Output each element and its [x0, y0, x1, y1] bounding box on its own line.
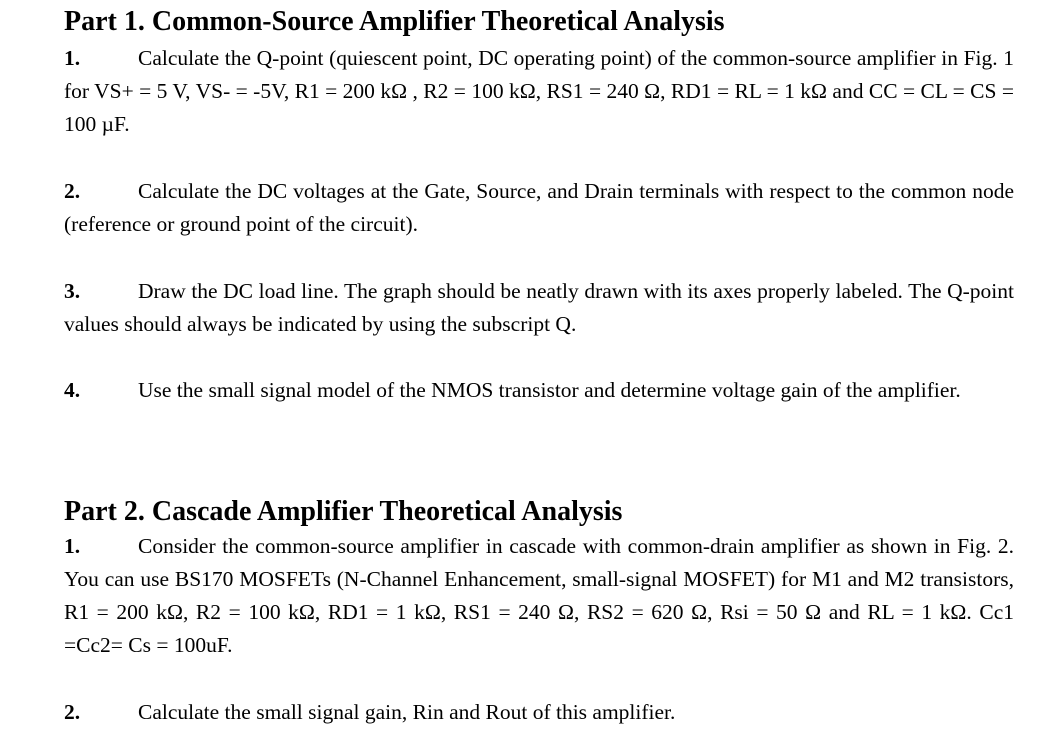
item-number: 2.: [64, 700, 81, 724]
part2-item-1: [64, 530, 1014, 662]
part1-item-2: [64, 175, 1014, 241]
item-number: 4.: [64, 378, 81, 402]
part1-item-1: [64, 42, 1014, 141]
item-number: 3.: [64, 279, 81, 303]
part1-item-4: [64, 374, 1014, 407]
part1-item-3: [64, 275, 1014, 341]
item-number: 1.: [64, 534, 81, 558]
item-text: Use the small signal model of the NMOS transistor and determine voltage gain of the amplifier.: [138, 378, 961, 402]
item-text: Calculate the small signal gain, Rin and Rout of this amplifier.: [138, 700, 676, 724]
item-number: 1.: [64, 46, 81, 70]
part2-heading: Part 2. Cascade Amplifier Theoretical Analysis: [64, 496, 623, 527]
item-text: Draw the DC load line. The graph should be neatly drawn with its axes properly labeled. The Q-point values should always be indicated by using the subscript Q.: [64, 279, 1014, 336]
item-text: Calculate the DC voltages at the Gate, Source, and Drain terminals with respect to the common node (reference or ground point of the circuit).: [64, 179, 1014, 236]
part1-heading: Part 1. Common-Source Amplifier Theoretical Analysis: [64, 6, 725, 37]
item-text: Calculate the Q-point (quiescent point, DC operating point) of the common-source amplifier in Fig. 1 for VS+ = 5 V, VS- = -5V, R1 = 200 kΩ , R2 = 100 kΩ, RS1 = 240 Ω, RD1 = RL = 1 kΩ and CC = CL = CS = 100 µF.: [64, 46, 1014, 136]
item-number: 2.: [64, 179, 81, 203]
item-text: Consider the common-source amplifier in cascade with common-drain amplifier as shown in Fig. 2. You can use BS170 MOSFETs (N-Channel Enhancement, small-signal MOSFET) for M1 and M2 transistors, R1 = 200 kΩ, R2 = 100 kΩ, RD1 = 1 kΩ, RS1 = 240 Ω, RS2 = 620 Ω, Rsi = 50 Ω and RL = 1 kΩ. Cc1 =Cc2= Cs = 100uF.: [64, 534, 1014, 657]
part2-item-2: [64, 696, 1014, 729]
